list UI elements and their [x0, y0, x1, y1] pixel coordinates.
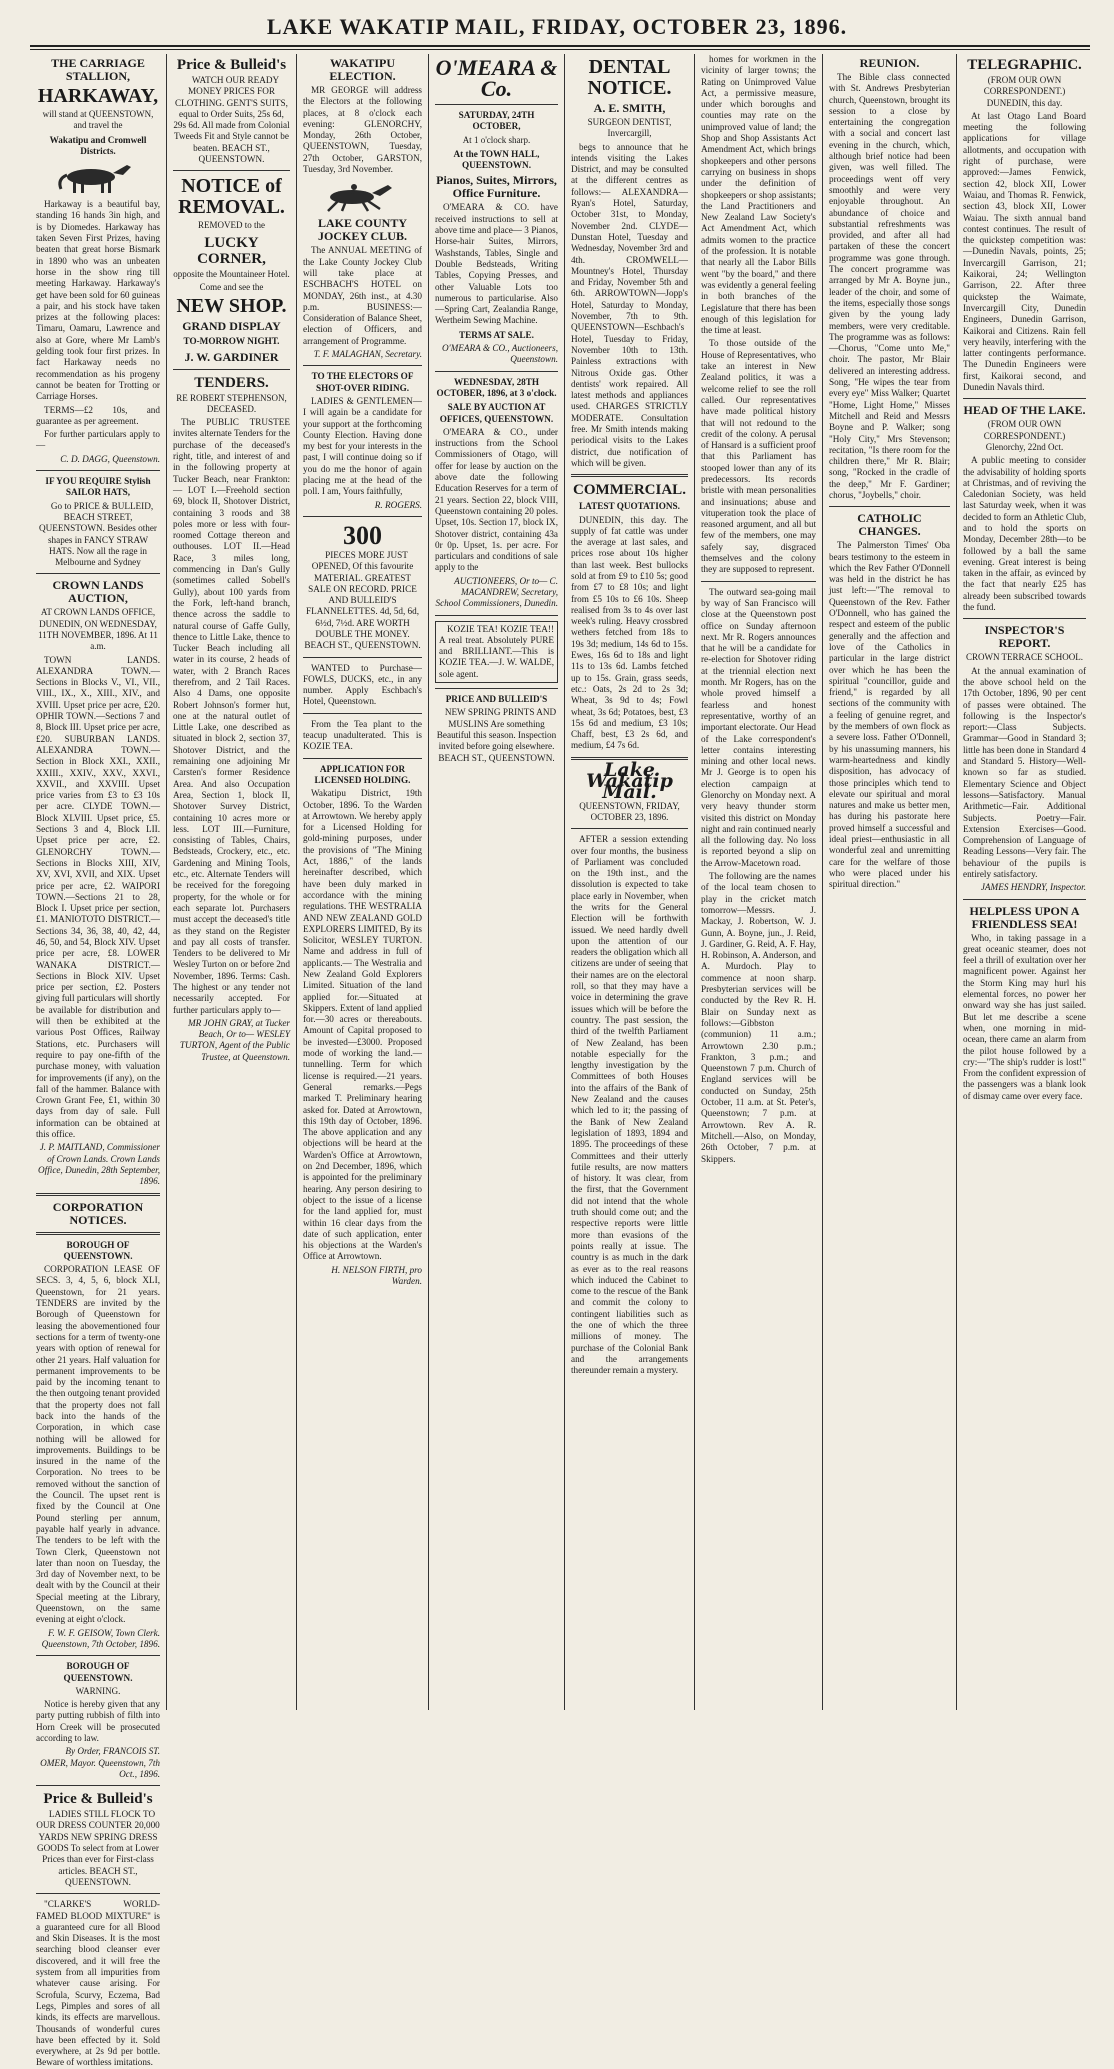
dental-name: A. E. SMITH,	[593, 101, 666, 115]
omeara-logo: O'MEARA & Co.	[435, 55, 558, 101]
corporation-heading: CORPORATION NOTICES.	[52, 1199, 144, 1227]
price-bulleid-heading: Price & Bulleid's	[176, 57, 287, 73]
removal-body: REMOVED to the	[198, 220, 265, 231]
stallion-signature: C. D. DAGG, Queenstown.	[60, 453, 160, 464]
local-news-2: The following are the names of the local team chosen to play in the cricket match tomorrow—Messrs. J. Mackay, J. Robertson, W. J. Gunn, A. Boyne, jun., J. Reid, J. Gardiner, G. Reid, A. F. Hay, H. Robinson, A. Anderson, and A. Murdoch. Play to commence at noon sharp. Presbyterian services will be conducted by the Rev R. H. Blair on Sunday next as follows:—Gibbston (communion) 11 a.m.; Arrowtown 2.30 p.m.; Frankton, 3 p.m.; and Queenstown 7 p.m. Church of England services will be conducted on Sunday, 25th October, 11 a.m. at St. Peter's, Queenstown; 7 p.m. at Arrowtown. Rev A. R. Mitchell.—Also, on Monday, 26th October, 7 p.m. at Skippers.	[701, 871, 816, 1164]
divider	[963, 618, 1086, 619]
divider	[36, 1232, 160, 1235]
sale-hall: At the TOWN HALL, QUEENSTOWN.	[453, 148, 540, 171]
sale-signature: AUCTIONEERS, Or to— C. MACANDREW, Secretary, School Commissioners, Dunedin.	[435, 575, 558, 609]
sale-date: SATURDAY, 24TH OCTOBER,	[458, 110, 535, 132]
divider	[571, 828, 688, 829]
inspector-sub: CROWN TERRACE SCHOOL.	[965, 652, 1084, 663]
column-5	[564, 54, 694, 1710]
masthead-rule-thin	[30, 49, 1090, 50]
sale-heading: SALE BY AUCTION AT OFFICES, QUEENSTOWN.	[439, 402, 554, 424]
horse-race-illustration-icon	[308, 179, 418, 213]
kozie-advert: KOZIE TEA! KOZIE TEA!! A real treat. Absolutely PURE and BRILLIANT.—This is KOZIE TEA.—J. W. WALDE, sole agent.	[435, 621, 558, 683]
divider	[303, 365, 422, 366]
jockey-signature: T. F. MALAGHAN, Secretary.	[313, 349, 422, 360]
borough-warning-label: WARNING.	[75, 1685, 121, 1696]
pianos-heading: Pianos, Suites, Mirrors, Office Furniture.	[436, 173, 557, 201]
stallion-name: HARKAWAY,	[37, 85, 159, 107]
borough-warning-signature: By Order, FRANCOIS ST. OMER, Mayor. Queenstown, 7th Oct., 1896.	[40, 1746, 160, 1779]
licensed-heading: APPLICATION FOR LICENSED HOLDING.	[314, 763, 411, 785]
election-body: MR GEORGE will address the Electors at the following places, at 8 o'clock each evening: GLENORCHY, Monday, 26th October, QUEENSTOWN, Tuesday, 27th October, GARSTON, Tuesday, 3rd November.	[303, 85, 422, 175]
shotover-heading: TO THE ELECTORS OF SHOT-OVER RIDING.	[311, 371, 414, 393]
removal-heading: NOTICE of REMOVAL.	[178, 175, 285, 219]
crown-signature: J. P. MAITLAND, Commissioner of Crown Lands. Crown Lands Office, Dunedin, 28th September, 1896.	[38, 1142, 160, 1187]
telegraphic-sub: (FROM OUR OWN CORRESPONDENT.) DUNEDIN, this day.	[983, 75, 1066, 108]
column-8	[956, 54, 1092, 1710]
sale-body: O'MEARA & CO., under instructions from the School Commissioners of Otago, will offer for lease by auction on the above date the following Education Reserves for a term of 21 years. Section 22, block VIII, Queenstown containing 20 poles. Upset, 10s. Section 17, block IX, Shotover district, containing 43a 0r 0p. Upset, 1s. per acre. For particulars and conditions of sale apply to the	[435, 426, 558, 573]
sailor-body: Go to PRICE & BULLEID, BEACH STREET, QUEENSTOWN. Besides other shapes in FANCY STRAW HATS. Now all the rage in Melbourne and Sydney	[39, 500, 157, 568]
commercial-heading: COMMERCIAL.	[573, 482, 686, 499]
divider	[435, 688, 558, 689]
borough-warning-body: Notice is hereby given that any party putting rubbish of filth into Horn Creek will be prosecuted according to law.	[36, 1699, 160, 1743]
editorial-body-2: To those outside of the House of Representatives, who take an interest in New Zealand politics, it was a welcome relief to see the roll called. Our representatives have made political history that will not redound to the credit of the colony. A perusal of Hansard is a sufficient proof that this Parliament has stooped lower than any of its predecessors. Its records bristle with mean personalities and insinuations; abuse and vituperation took the place of reasoned argument, and all but few of the members, one may safely say, disgraced themselves and the colony they are supposed to represent.	[701, 338, 816, 575]
catholic-body: The Palmerston Times' Oba bears testimony to the esteem in which the Rev Father O'Donnell was held in the district he has just left:—"The removal to Queenstown of the Rev. Father O'Donnell, who has gained the respect and esteem of the public generally and the affection and love of the Catholics in particular in the large district over which he has been the spiritual "councillor, guide and friend," is regarded by all sections of the community with a feeling of genuine regret, and by the members of own flock as a severe loss. Father O'Donnell, by his unassuming manners, his warm-heartedness and kindly disposition, has advocacy of those principles which tend to elevate our spiritual and moral natures and make us better men, has during his pastorate here proved himself a successful and ideal priest—enthusiastic in all wonderful zeal and unremitting care for the welfare of those who were placed under his spiritual direction."	[829, 540, 950, 890]
helpless-body: Who, in taking passage in a great oceanic steamer, does not feel a thrill of exultation over her magnificent power. Against her the Storm King may hurl his elemental forces, no power her onward way she has just sailed. But let me describe a scene when, one morning in mid-ocean, there came an alarm from the pilot house followed by a cry:—"The ship's rudder is lost!" From the confident expression of the passengers was a blank look of dismay came over every face.	[963, 932, 1086, 1101]
tenders-body: The PUBLIC TRUSTEE invites alternate Tenders for the purchase of the deceased's right, title, and interest of and in the following property at Tucker Beach, near Frankton:— LOT I.—Freehold section 69, block II, Shotover District, containing 3 roods and 38 poles more or less with four-roomed Cottage thereon and outhouses. LOT II.—Head Race, 3 miles long, commencing in Dan's Gully (sometimes called Sobell's Gully), about 100 yards from the Fork, left-hand branch, thence across the saddle to natural course of Gaffe Gully, thence to Little Lake, thence to Tucker Beach including all water in its course, 2 heads of water, with 2 Branch Races therefrom, and 2 Tail Races. Also 4 Dams, one opposite Robert Johnson's former hut, one at the natural outlet of Little Lake, one described as situated in block 2, section 37, Shotover District, and the remaining one adjoining Mr Carsten's former Residence Area. And also Occupation Area, Section 1, block II, Shotover Survey District, containing 10 acres more or less. LOT III.—Furniture, consisting of Tables, Chairs, Bedsteads, Crockery, etc., etc. Gardening and Mining Tools, etc., etc. Alternate Tenders will be received for the foregoing property, for the whole or for each separate lot. Purchasers must accept the deceased's title as they stand on the Register and pay all costs of transfer. Tenders to be delivered to Mr Wesley Turton on or before 2nd November, 1896. Terms: Cash. The highest or any tender not necessarily accepted. For further particulars apply to—	[173, 417, 290, 1015]
teapot-advert: From the Tea plant to the teacup unadulterated. This is KOZIE TEA.	[303, 718, 422, 752]
dental-sub: SURGEON DENTIST, Invercargill,	[587, 117, 672, 139]
dental-body: begs to announce that he intends visiting the Lakes District, and may be consulted at the different centres as follows:— ALEXANDRA—Ryan's Hotel, Saturday, October 31st, to Monday, November 2nd. CLYDE—Dunstan Hotel, Tuesday and Wednesday, November 3rd and 4th. CROMWELL—Mountney's Hotel, Thursday and Friday, November 5th and 6th. ARROWTOWN—Jopp's Hotel, Saturday to Monday, November, 7th to 9th. QUEENSTOWN—Eschbach's Hotel, Tuesday to Friday, November 10th to 13th. Painless extractions with Nitrous Oxide gas. Other dentists' work repaired. All latest methods and appliances used. CHARGES STRICTLY MODERATE. Consultation free. Mr Smith intends making periodical visits to the Lakes district, due notification of which will be given.	[571, 141, 688, 468]
divider	[173, 369, 290, 370]
shotover-signature: R. ROGERS.	[374, 499, 422, 510]
divider	[829, 506, 950, 507]
dental-heading: DENTAL NOTICE.	[587, 56, 672, 99]
divider	[435, 615, 558, 616]
mail-body: AFTER a session extending over four months, the business of Parliament was concluded on the 19th inst., and the dissolution is expected to take place early in November, when the writs for the General Election will be forthwith issued. We need hardly dwell upon the attention of our readers the obligation which all citizens are under of seeing that their names are on the electoral roll, so that they may have a voice in determining the grave issues which will be before the country. The past session, the third of the twelfth Parliament of New Zealand, has been notable especially for the lengthy investigation by the Committees of both Houses into the affairs of the Bank of New Zealand and the causes which led to it; the passing of the Bank of New Zealand legislation of 1893, 1894 and 1895. The proceedings of these Committees and their utterly futile results, are now matters of history. It was clear, from the first, that the Government did not intend that the whole truth should come out; and the respective reports were little more than evasions of the points really at issue. The country is as much in the dark as ever as to the real reasons which induced the Cabinet to come to the rescue of the Bank and commit the colony to contingent liabilities such as the one of which the three millions of money. The purchase of the Colonial Bank and the arrangements thereunder remain a mystery.	[571, 834, 688, 1376]
inspector-signature: JAMES HENDRY, Inspector.	[980, 882, 1086, 893]
borough-signature: F. W. F. GEISOW, Town Clerk. Queenstown, 7th October, 1896.	[41, 1627, 160, 1649]
head-of-lake-sub: (FROM OUR OWN CORRESPONDENT.) Glenorchy, 22nd Oct.	[983, 419, 1066, 452]
columns	[30, 54, 1092, 2068]
column-1	[30, 54, 166, 2068]
column-7	[822, 54, 956, 1710]
prints-body: NEW SPRING PRINTS AND MUSLINS Are something Beautiful this season. Inspection invited before going elsewhere. BEACH ST., QUEENSTOWN.	[436, 707, 557, 763]
head-of-lake-heading: HEAD OF THE LAKE.	[963, 403, 1086, 418]
wanted-advert: WANTED to Purchase—FOWLS, DUCKS, etc., in any number. Apply Eschbach's Hotel, Queenstown.	[303, 662, 422, 707]
quotations-body: DUNEDIN, this day. The supply of fat cattle was under the average at last sales, and prices rose about 10s higher than last week. Best bullocks sold at from £9 to £10 5s; good from £7 to £8 10s; and light from £5 10s to £6 10s. Sheep realised from 3s to 4s over last week's ruling. Heavy crossbred wethers fetched from 18s to 19s 3d; medium, 14s 6d to 15s. Ewes, 16s 6d to 18s and light 11s to 13s 6d. Lambs fetched up to 15s. Grain, grass seeds, etc.: Oats, 2s 2d to 2s 3d; Wheat, 3s 9d to 4s; Fowl wheat, 3s 6d; Potatoes, best, £3 15s 6d and medium, £3 10s; Chaff, best, £3 2s 6d, and medium, £4 7s 6d.	[571, 514, 688, 751]
column-6	[694, 54, 822, 1710]
tomorrow-night: TO-MORROW NIGHT.	[183, 336, 280, 347]
jockey-heading: LAKE COUNTY JOCKEY CLUB.	[317, 216, 407, 244]
stallion-intro: will stand at QUEENSTOWN, and travel the	[42, 109, 154, 131]
flannelette-body: PIECES MORE JUST OPENED, Of this favourite MATERIAL. GREATEST SALE ON RECORD. PRICE AND BULLEID'S FLANNELETTES. 4d, 5d, 6d, 6½d, 7½d. ARE WORTH DOUBLE THE MONEY. BEACH ST., QUEENSTOWN.	[304, 549, 421, 651]
editorial-body-1: homes for workmen in the vicinity of larger towns; the Rating on Unimproved Value Act, a permissive measure, under which boroughs and counties may rate on the unimproved value of land; the Shop and Shop Assistants Act Amendment Act, which brings shopkeepers and other persons carrying on business in shops under the definition of shopkeepers or shop assistants; the Land Practitioners and New Zealand Law Society's Act Amendment Act, which admits women to the practice of the profession. It is notable that nearly all the Labor Bills went "by the board," and there was evidently a general feeling in both branches of the Legislature that there has been enough of this legislation for the time at least.	[701, 54, 816, 336]
page-title: LAKE WAKATIP MAIL, FRIDAY, OCTOBER 23, 1896.	[266, 14, 848, 39]
jockey-body: The ANNUAL MEETING of the Lake County Jockey Club will take place at ESCHBACH'S HOTEL on MONDAY, 26th inst., at 4.30 p.m. BUSINESS:—Consideration of Balance Sheet, election of Officers, and arrangement of Programme.	[303, 245, 422, 346]
column-4	[428, 54, 564, 1710]
inspector-body: At the annual examination of the above school held on the 17th October, 1896, 90 per cent of passes were obtained. The following is the Inspector's report:—Class Subjects. Grammar—Good in Standard 3; little has been done in Standard 4 and Standard 5. History—Well-known so far as studied. Elementary Science and Object lessons—Satisfactory. Manual Arithmetic—Fair. Additional Subjects. Poetry—Fair. Extension Exercises—Good. Comprehension of Language of Reading Lessons—Very fair. The behaviour of the pupils is entirely satisfactory.	[963, 665, 1086, 879]
come-and-see: Come and see the	[199, 281, 264, 292]
flannelette-count: 300	[343, 520, 382, 550]
stallion-heading: THE CARRIAGE STALLION,	[51, 56, 145, 83]
grand-display: GRAND DISPLAY	[182, 319, 281, 334]
stallion-terms: TERMS—£2 10s, and guarantee as per agreement.	[36, 404, 160, 426]
masthead	[0, 0, 1114, 46]
lucky-sub: opposite the Mountaineer Hotel.	[173, 268, 290, 279]
head-of-lake-body: A public meeting to consider the advisability of holding sports at Christmas, and of reviving the Caledonian Society, was held last Saturday week, when it was decided to form an Athletic Club, and to hold the sports on Monday, December 28th—to be followed by a ball the same evening. Great interest is being taken in the affair, as evinced by the fact that nearly £25 has already been subscribed towards the fund.	[963, 455, 1086, 613]
catholic-heading: CATHOLIC CHANGES.	[857, 511, 922, 539]
gardiner-name: J. W. GARDINER	[184, 349, 279, 364]
borough-warning-heading: BOROUGH OF QUEENSTOWN.	[63, 1661, 133, 1683]
local-news-1: The outward sea-going mail by way of San Francisco will close at the Queenstown post office on Sunday afternoon next. Mr R. Rogers announces that he will be a candidate for re-election for Shotover riding at the triennial election next month. Mr Rogers, has on the whole proved himself a fearless and honest representative, worthy of an important electorate. Our Head of the Lake correspondent's letter contains interesting mining and other local news. Mr J. George is to open his election campaign at Glenorchy on Monday next. A very heavy thunder storm visited this district on Monday night and rain continued nearly all the following day. No loss is reported beyond a slip on the Arrow-Macetown road.	[701, 586, 816, 868]
divider	[173, 170, 290, 171]
divider	[303, 758, 422, 759]
sale-time: At 1 o'clock sharp.	[462, 134, 531, 145]
telegraphic-body: At last Otago Land Board meeting the following applications for village allotments, and occupation with right of purchase, were approved:—James Fenwick, section 42, block XII, Lower Waiau, and Thomas R. Fenwick, section 43, block XII, Lower Waiau. The sixth annual band contest continues. The result of the quickstep competition was:—Dunedin Navals, points, 25; Invercargill Garrison, 21; Kaikorai, 24; Wellington Garrison, 22. After three quickstep the Waimate, Invercargill City, Dunedin Engineers, Dunedin Garrison, Kaikorai and Citizens. Rain fell very heavily, interfering with the latter contingents performance. The Dunedin Engineers were first, Kaikorai second, and Dunedin Navals third.	[963, 110, 1086, 393]
divider	[36, 1785, 160, 1786]
divider	[303, 657, 422, 658]
divider	[303, 713, 422, 714]
reunion-body: The Bible class connected with St. Andrews Presbyterian church, Queenstown, brought its session to a close by entertaining the congregation with a social and concert last evening in the church, which, although brief notice had been given, was well filled. The proceedings went off very smoothly and were very enjoyable throughout. An abundance of choice and substantial refreshments was provided, and after all had partaken of these the concert programme was gone through. The concert programme was arranged by Mr A. Boyne jun., leader of the choir, and some of the items, especially those songs given by the young lady members, were very creditable. The programme was as follows:—Chorus, "Come unto Me," choir. The pastor, Mr Blair delivered an interesting address. Song, "He wipes the tear from every eye" Miss Walker; Quartet "Home, Light Home," Misses Mitchell and Reid and Messrs Boyne and P. Walker; song "Holy City," Mrs Stevenson; recitation, "Is there room for the children there," Mr R. Blair; song, "Rocked in the cradle of the deep," Mr F. Gardiner; chorus, "Joybells," choir.	[829, 72, 950, 500]
divider	[303, 516, 422, 517]
shotover-body: LADIES & GENTLEMEN— I will again be a candidate for your support at the forthcoming County Election. Having done my best for your interests in the past, I will continue doing so if you do me the honor of again placing me at the head of the poll. I am, Yours faithfully,	[303, 395, 422, 497]
divider	[36, 1193, 160, 1196]
crown-heading: CROWN LANDS AUCTION,	[52, 578, 144, 606]
quotations-heading: LATEST QUOTATIONS.	[579, 501, 680, 512]
stallion-body: Harkaway is a beautiful bay, standing 16 hands 3in high, and is by Diomedes. Harkaway has taken Seven First Prizes, having beaten that great horse Bismark in 1890 who was an unbeaten horse in the show ring till meeting Harkaway. Harkaway's get have been sold for 60 guineas a pair, and his stock have taken prizes at the following places: Timaru, Oamaru, Lawrence and also at Gore, where Mr Lamb's gelding took four first prizes. In fact Harkaway needs no recommendation as his progeny cannot be beaten for Trotting or Carriage Horses.	[36, 199, 160, 402]
wednesday-date: WEDNESDAY, 28TH OCTOBER, 1896, at 3 o'clock.	[436, 376, 557, 398]
dress-goods-body: LADIES STILL FLOCK TO OUR DRESS COUNTER 20,000 YARDS NEW SPRING DRESS GOODS To select from at Lower Prices than ever for First-class articles. BEACH ST., QUEENSTOWN.	[36, 1809, 160, 1887]
divider	[36, 470, 160, 471]
tenders-signature: MR JOHN GRAY, at Tucker Beach, Or to— WESLEY TURTON, Agent of the Public Trustee, at Queenstown.	[179, 1017, 290, 1062]
borough-body: CORPORATION LEASE OF SECS. 3, 4, 5, 6, block XLI, Queenstown, for 21 years. TENDERS are invited by the Borough of Queenstown for leasing the abovementioned four sections for a term of twenty-one years with option of renewal for other 21 years. Half valuation for permanent improvements to be paid by the incoming tenant to the then outgoing tenant provided that the property does not fall back into the hands of the Corporation, in which case nothing will be allowed for improvements. Buildings to be insured in the name of the Corporation. No trees to be removed without the sanction of the Council. The upset rent is fixed by the Council at One Pound sterling per annum, payable half yearly in advance. The tenders to be left with the Town Clerk, Queenstown not later than noon on Tuesday, the 3rd day of November next, to be dealt with by the Council at their Special meeting at the Library, Queenstown, on the same evening at eight o'clock.	[36, 1264, 161, 1625]
divider	[963, 398, 1086, 399]
divider	[435, 371, 558, 372]
divider	[36, 573, 160, 574]
telegraphic-heading: TELEGRAPHIC.	[967, 57, 1082, 73]
tenders-heading: TENDERS.	[194, 374, 269, 391]
election-heading: WAKATIPU ELECTION.	[329, 56, 396, 83]
divider	[963, 899, 1086, 900]
column-3	[296, 54, 428, 1710]
omeara-body: O'MEARA & CO. have received instructions to sell at above time and place— 3 Pianos, Horse-hair Suites, Mirrors, Washstands, Tables, Single and Double Bedsteads, Writing Tables, Copying Presses, and other Valuable Lots too numerous to particularise. Also—Spring Cart, Zealandia Range, Wertheim Sewing Machine.	[435, 202, 558, 326]
divider	[36, 1893, 160, 1894]
sailor-heading: IF YOU REQUIRE Stylish SAILOR HATS,	[45, 476, 151, 498]
lucky-corner: LUCKY CORNER,	[197, 234, 266, 267]
crown-body: TOWN LANDS. ALEXANDRA TOWN.—Sections in Blocks V., VI., VII., VIII., IX., X., XIII., XIV., and XVIII. Upset price per acre, £20. OPHIR TOWN.—Sections 7 and 8, Block III. Upset price per acre, £20. SUBURBAN LANDS. ALEXANDRA TOWN.—Section in Block XXI., XXII., XXIII., XXIV., XXV., XXVI., XXVII., and XXVIII. Upset price varies from £3 to £3 10s per acre. CLYDE TOWN.—Block XLVIII. Upset price, £5. Sections 3 and 4, Block LII. Upset price per acre, £2. GLENORCHY TOWN.—Sections in Blocks XIII, XIV, XV, XVI, XVII, and XIX. Upset price per acre, £2. WAIPORI TOWN.—Sections 21 to 28, Block I. Upset price per section, £1. MANIOTOTO DISTRICT.—Sections 34, 36, 38, 40, 42, 44, 46, 50, and 54, Block XIV. Upset price per acre, £8. LOWER WANAKA DISTRICT.—Sections in Block XIV. Upset price per section, £2. Posters giving full particulars will shortly be available for distribution and will then be exhibited at the various Post Offices, Railway Stations, etc. Purchasers will require to pay one-fifth of the purchase money, with valuation for improvements (if any), on the fall of the hammer. Balance with Crown Grant Fee, £1, within 30 days from day of sale. Full information can be obtained at this office.	[36, 654, 161, 1140]
mail-heading: Lake Wakatip Mail.	[586, 758, 673, 804]
divider	[435, 104, 558, 105]
column-2	[166, 54, 296, 1710]
terms-heading: TERMS AT SALE.	[459, 329, 534, 340]
horse-illustration-icon	[43, 161, 153, 195]
stallion-further: For further particulars apply to—	[36, 429, 160, 451]
inspector-heading: INSPECTOR'S REPORT.	[984, 623, 1065, 651]
price-bulleid-heading: Price & Bulleid's	[43, 1791, 153, 1808]
mail-date: QUEENSTOWN, FRIDAY, OCTOBER 23, 1896.	[579, 800, 680, 822]
tenders-sub: RE ROBERT STEPHENSON, DECEASED.	[176, 392, 287, 414]
new-shop: NEW SHOP.	[176, 295, 287, 318]
crown-sub: AT CROWN LANDS OFFICE, DUNEDIN, ON WEDNESDAY, 11TH NOVEMBER, 1896. At 11 a.m.	[38, 607, 158, 652]
borough-heading: BOROUGH OF QUEENSTOWN.	[63, 1239, 133, 1261]
masthead-rule	[30, 45, 1090, 47]
licensed-body: Wakatipu District, 19th October, 1896. To the Warden at Arrowtown. We hereby apply for a Licensed Holding for gold-mining purposes, under the provisions of "The Mining Act, 1886," of the lands hereinafter described, which have been duly marked in accordance with the mining regulations. THE WESTRALIA AND NEW ZEALAND GOLD EXPLORERS LIMITED, By its Solicitor, WESLEY TURTON. Name and address in full of applicants.— The Westralia and New Zealand Gold Explorers Limited. Situation of the land applied for.—Situated at Skippers. Extent of land applied for.—30 acres or thereabouts. Amount of Capital proposed to be invested—£3000. Proposed mode of working the land.—tunnelling. Term for which license is required.—21 years. General remarks.—Pegs marked T. Preliminary hearing asked for. Dated at Arrowtown, this 19th day of October, 1896. The above application and any objections will be heard at the Warden's Office at Arrowtown, on 2nd December, 1896, which is appointed for the preliminary hearing. Any person desiring to object to the issue of a license for the land applied for, must within 16 clear days from the date of such application, enter his objections at the Warden's Office at Arrowtown.	[303, 788, 422, 1262]
licensed-signature: H. NELSON FIRTH, pro Warden.	[331, 1264, 422, 1287]
divider	[36, 1655, 160, 1656]
reunion-heading: REUNION.	[859, 56, 920, 70]
divider	[571, 474, 688, 477]
divider	[701, 581, 816, 582]
stallion-districts: Wakatipu and Cromwell Districts.	[49, 134, 147, 156]
suits-body: WATCH OUR READY MONEY PRICES FOR CLOTHING. GENT'S SUITS, equal to Order Suits, 25s 6d, 29s 6d. All made from Colonial Tweeds Fit and Style cannot be beaten. BEACH ST., QUEENSTOWN.	[173, 75, 290, 165]
helpless-heading: HELPLESS UPON A FRIENDLESS SEA!	[969, 903, 1080, 931]
omeara-signature: O'MEARA & CO., Auctioneers, Queenstown.	[442, 343, 558, 365]
prints-heading: PRICE AND BULLEID'S	[445, 694, 548, 705]
clarke-advert: "CLARKE'S WORLD-FAMED BLOOD MIXTURE" is a guaranteed cure for all Blood and Skin Diseases. It is the most searching blood cleanser ever discovered, and it will free the system from all impurities from whatever cause arising. For Scrofula, Scurvy, Eczema, Bad Legs, Pimples and sores of all kinds, its effects are marvellous. Thousands of wonderful cures have been effected by it. Sold everywhere, at 2s 9d per bottle. Beware of worthless imitations.	[36, 1899, 160, 2068]
